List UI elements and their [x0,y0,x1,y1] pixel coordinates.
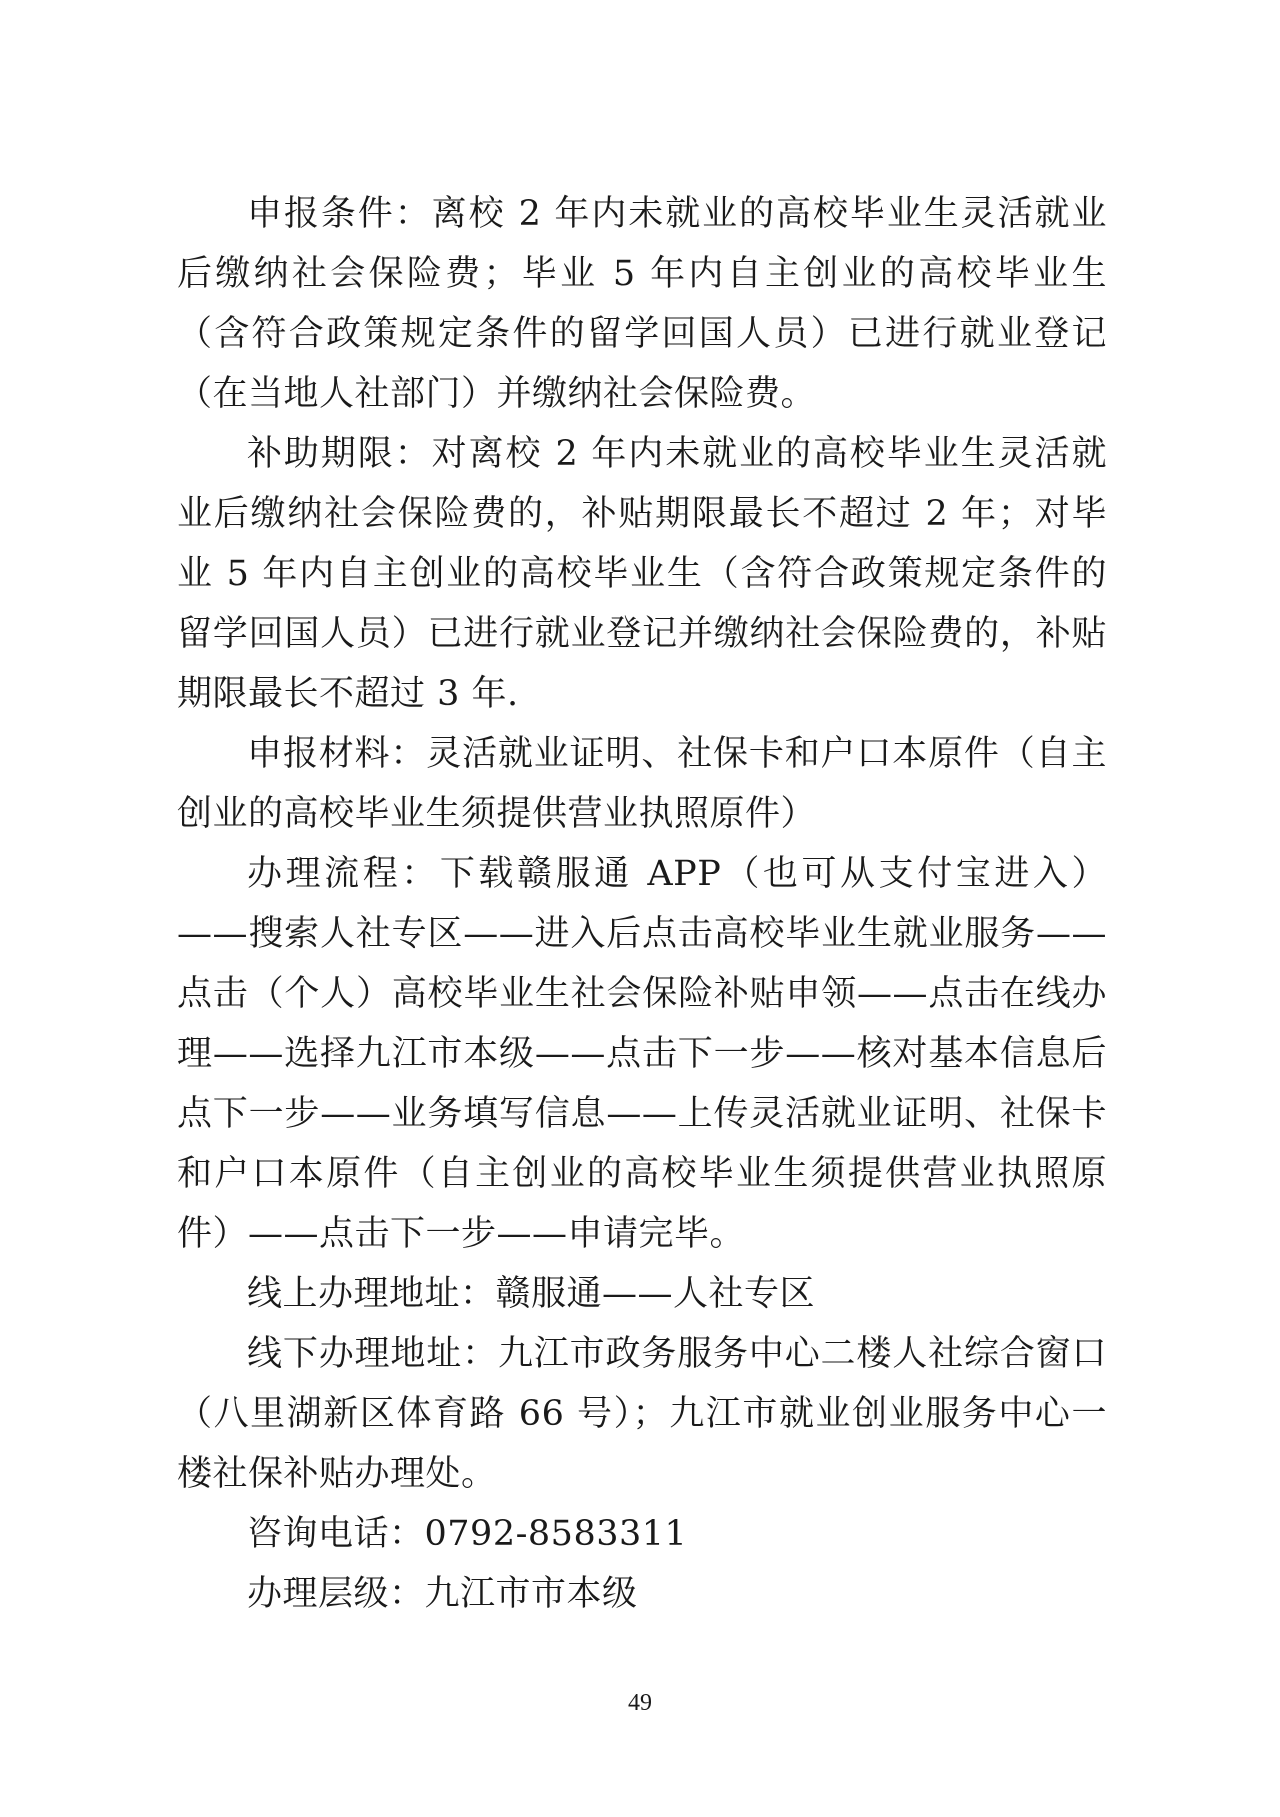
paragraph-label: 咨询电话： [247,1514,425,1554]
paragraph-text: 灵活就业证明、社保卡和户口本原件（自主创业的高校毕业生须提供营业执照原件） [177,734,1107,834]
paragraph-label: 申报材料： [247,734,427,774]
document-body [177,184,1107,1624]
paragraph-application-materials [177,724,1107,844]
paragraph-label: 办理流程： [247,854,440,894]
paragraph-text: 赣服通——人社专区 [495,1274,816,1314]
paragraph-label: 申报条件： [247,194,432,234]
paragraph-consultation-phone [177,1504,1107,1564]
paragraph-process [177,844,1107,1264]
paragraph-text: 对离校 2 年内未就业的高校毕业生灵活就业后缴纳社会保险费的，补贴期限最长不超过 2 年；对毕业 5 年内自主创业的高校毕业生（含符合政策规定条件的留学回国人员）已进行就业登记并缴纳社会保险费的，补贴期限最长不超过 3 年. [177,434,1107,714]
paragraph-label: 线下办理地址： [247,1334,498,1374]
page-number: 49 [628,1690,652,1716]
paragraph-label: 补助期限： [247,434,432,474]
paragraph-handling-level [177,1564,1107,1624]
paragraph-text: 九江市政务服务中心二楼人社综合窗口（八里湖新区体育路 66 号）；九江市就业创业服务中心一楼社保补贴办理处。 [177,1334,1107,1494]
paragraph-label: 办理层级： [247,1574,425,1614]
paragraph-online-address [177,1264,1107,1324]
paragraph-text: 离校 2 年内未就业的高校毕业生灵活就业后缴纳社会保险费；毕业 5 年内自主创业的高校毕业生（含符合政策规定条件的留学回国人员）已进行就业登记（在当地人社部门）并缴纳社会保险费。 [177,194,1107,414]
paragraph-offline-address [177,1324,1107,1504]
paragraph-label: 线上办理地址： [247,1274,496,1314]
paragraph-text: 九江市市本级 [424,1574,638,1614]
paragraph-subsidy-period [177,424,1107,724]
paragraph-application-conditions [177,184,1107,424]
paragraph-text: 下载赣服通 APP（也可从支付宝进入）——搜索人社专区——进入后点击高校毕业生就业服务——点击（个人）高校毕业生社会保险补贴申领——点击在线办理——选择九江市本级——点击下一步——核对基本信息后点下一步——业务填写信息——上传灵活就业证明、社保卡和户口本原件（自主创业的高校毕业生须提供营业执照原件）——点击下一步——申请完毕。 [177,854,1107,1254]
paragraph-text: 0792-8583311 [424,1514,688,1554]
